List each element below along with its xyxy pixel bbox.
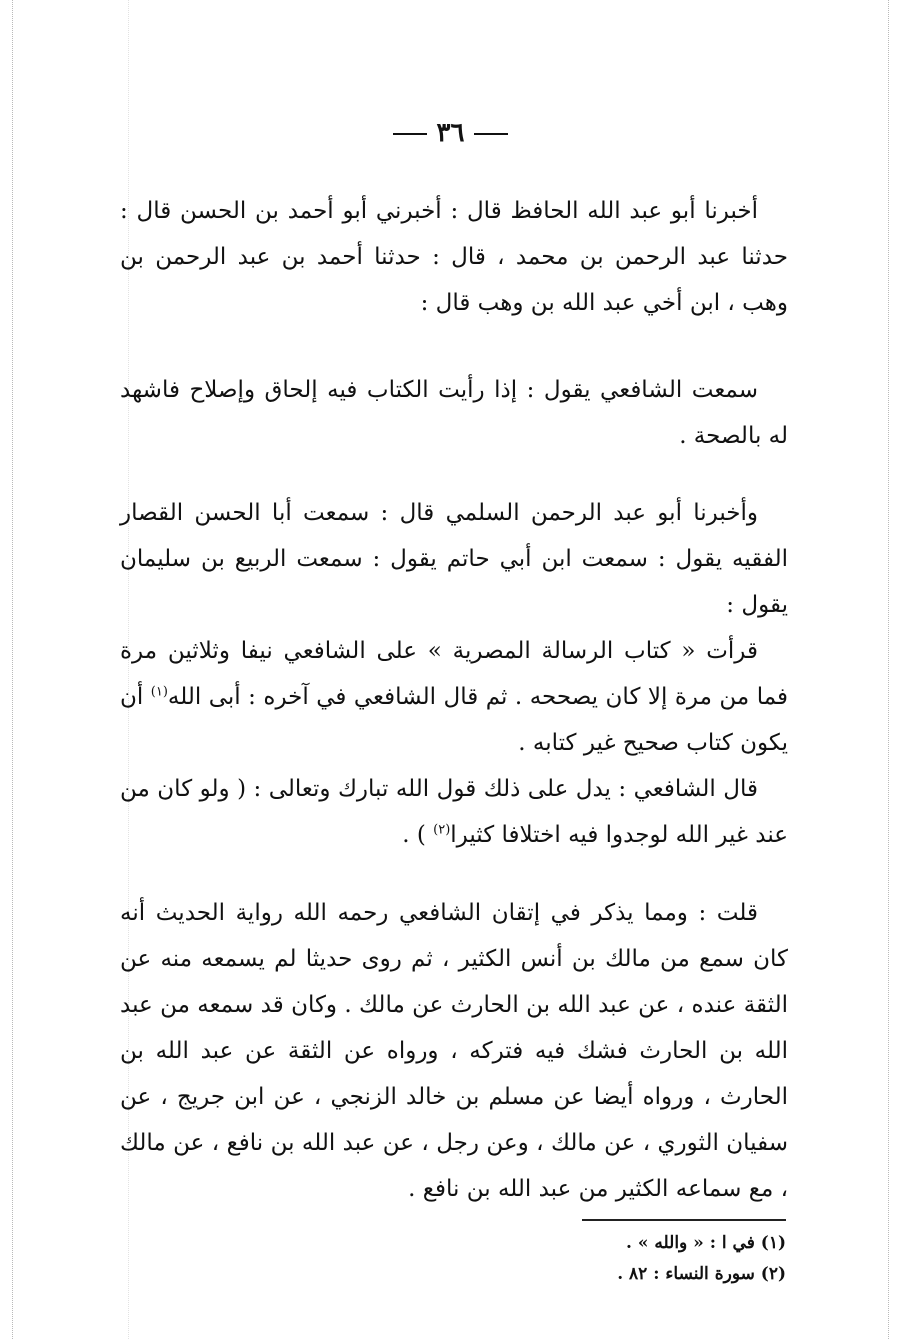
text-run: ) . [402, 822, 434, 848]
paragraph-text: سمعت الشافعي يقول : إذا رأيت الكتاب فيه إلحاق وإصلاح فاشهد له بالصحة . [120, 377, 788, 449]
paragraph-itqan-account [120, 890, 788, 1212]
page-number [0, 118, 901, 148]
text-run: قرأت « كتاب الرسالة المصرية » على الشافعي نيفا وثلاثين مرة فما من مرة إلا كان يصححه . ثم قال الشافعي في آخره : أبى الله [120, 638, 788, 710]
right-margin-guide [888, 0, 889, 1339]
footnote-marker-2: (٢) [433, 822, 451, 838]
page-number-dash [474, 133, 508, 135]
paragraph-text: وأخبرنا أبو عبد الرحمن السلمي قال : سمعت أبا الحسن القصار الفقيه يقول : سمعت ابن أبي حاتم يقول : سمعت الربيع بن سليمان يقول : [120, 500, 788, 618]
paragraph-text [120, 766, 788, 858]
paragraph-risala-account [120, 490, 788, 858]
paragraph-isnad-1 [120, 188, 788, 326]
paragraph-text: أخبرنا أبو عبد الله الحافظ قال : أخبرني أبو أحمد بن الحسن قال : حدثنا عبد الرحمن بن محمد ، قال : حدثنا أحمد بن عبد الرحمن بن وهب ، ابن أخي عبد الله بن وهب قال : [120, 198, 788, 316]
text-run: قال الشافعي : يدل على ذلك قول الله تبارك وتعالى : ( ولو كان من عند غير الله لوجدوا فيه اختلافا كثيرا [120, 776, 788, 848]
page-number-value: ٣٦ [436, 118, 465, 148]
footnote-2: (٢) سورة النساء : ٨٢ . [617, 1264, 786, 1284]
paragraph-text: قلت : ومما يذكر في إتقان الشافعي رحمه الله رواية الحديث أنه كان سمع من مالك بن أنس الكثير ، ثم روى حديثا لم يسمعه منه عن الثقة عنده ، عن عبد الله بن الحارث عن مالك . وكان قد سمعه من عبد الله بن الحارث فشك فيه فتركه ، ورواه عن الثقة عن عبد الله بن الحارث ، ورواه أيضا عن مسلم بن خالد الزنجي ، عن ابن جريج ، عن سفيان الثوري ، عن مالك ، وعن رجل ، عن عبد الله بن نافع ، عن مالك ، مع سماعه الكثير من عبد الله بن نافع . [120, 900, 788, 1202]
footnote-marker-1: (١) [150, 684, 168, 700]
paragraph-shafii-saying [120, 367, 788, 459]
page-number-dash [393, 133, 427, 135]
footnote-separator [582, 1219, 786, 1221]
left-margin-guide [12, 0, 13, 1339]
text-run: أن يكون كتاب صحيح غير كتابه . [120, 684, 788, 756]
footnotes [420, 1228, 786, 1290]
footnote-1: (١) في ا : « والله » . [626, 1233, 786, 1253]
paragraph-text [120, 628, 788, 766]
